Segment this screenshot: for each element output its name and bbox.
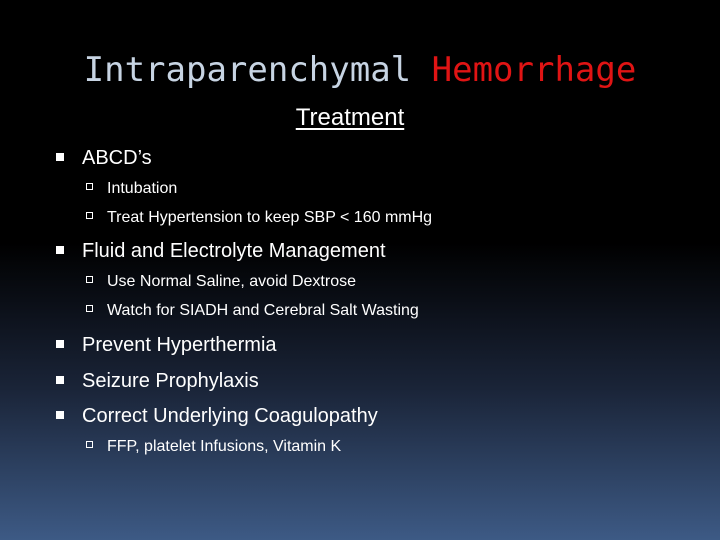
square-bullet-icon [56, 411, 64, 419]
sub-bullet-item-normal-saline [86, 271, 356, 293]
hollow-square-bullet-icon [86, 183, 93, 190]
square-bullet-icon [56, 153, 64, 161]
bullet-item-label: ABCD’s [82, 147, 152, 169]
square-bullet-icon [56, 340, 64, 348]
square-bullet-icon [56, 246, 64, 254]
sub-bullet-item-label: Use Normal Saline, avoid Dextrose [107, 273, 356, 290]
slide-title-accent: Hemorrhage [431, 50, 637, 90]
sub-bullet-item-label: FFP, platelet Infusions, Vitamin K [107, 438, 342, 455]
bullet-item-hyperthermia [56, 332, 277, 358]
square-bullet-icon [56, 376, 64, 384]
hollow-square-bullet-icon [86, 276, 93, 283]
sub-bullet-item-label: Intubation [107, 180, 178, 197]
slide-subtitle: Treatment [295, 104, 405, 131]
bullet-item-seizure-prophylaxis [56, 368, 259, 394]
hollow-square-bullet-icon [86, 441, 93, 448]
sub-bullet-item-ffp [86, 436, 341, 458]
slide-title-primary: Intraparenchymal [83, 50, 412, 90]
sub-bullet-item-intubation [86, 178, 177, 200]
bullet-item-coagulopathy [56, 403, 378, 429]
sub-bullet-item-label: Treat Hypertension to keep SBP < 160 mmHg [107, 209, 433, 226]
bullet-item-label: Correct Underlying Coagulopathy [82, 405, 378, 427]
bullet-item-abcds [56, 145, 152, 171]
sub-bullet-item-hypertension [86, 207, 432, 229]
bullet-item-fluid-electrolyte [56, 238, 386, 264]
sub-bullet-item-label: Watch for SIADH and Cerebral Salt Wasting [107, 302, 419, 319]
bullet-item-label: Seizure Prophylaxis [82, 370, 259, 392]
bullet-item-label: Prevent Hyperthermia [82, 334, 277, 356]
bullet-item-label: Fluid and Electrolyte Management [82, 240, 386, 262]
hollow-square-bullet-icon [86, 305, 93, 312]
hollow-square-bullet-icon [86, 212, 93, 219]
sub-bullet-item-siadh [86, 300, 419, 322]
slide-title [0, 48, 720, 92]
